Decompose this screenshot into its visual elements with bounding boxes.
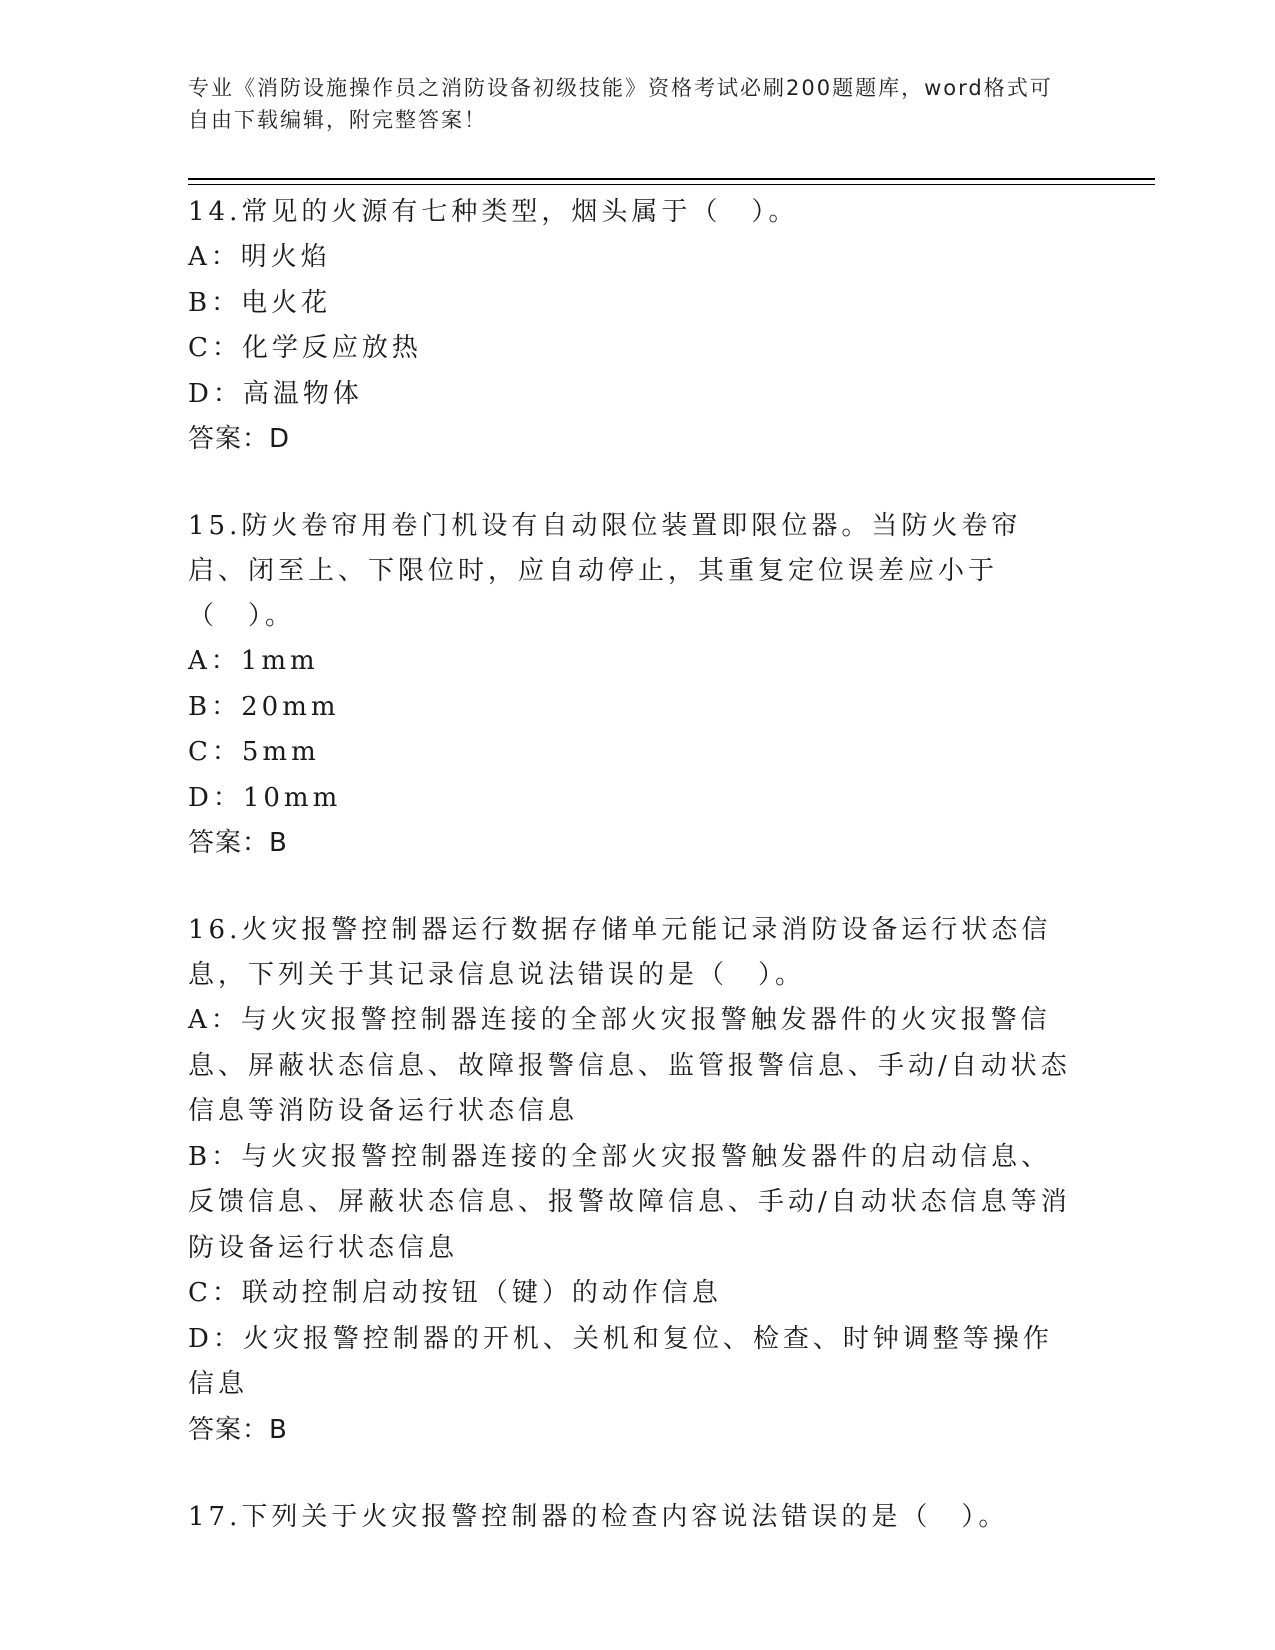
option-c: C：化学反应放热: [188, 333, 422, 363]
answer-line: 答案：D: [188, 424, 291, 454]
answer-line: 答案：B: [188, 828, 288, 858]
header-divider-thin: [188, 184, 1155, 185]
option-b: B：电火花: [188, 287, 332, 318]
document-header: 专业《消防设施操作员之消防设备初级技能》资格考试必刷200题题库，word格式可自由下载编辑，附完整答案！: [188, 76, 1053, 132]
question-list: [188, 190, 1078, 1582]
option-c: C：联动控制启动按钮（键）的动作信息: [188, 1278, 722, 1308]
option-a: A：与火灾报警控制器连接的全部火灾报警触发器件的火灾报警信息、屏蔽状态信息、故障报警信息、监管报警信息、手动/自动状态信息等消防设备运行状态信息: [188, 1005, 1071, 1126]
question-stem: 16.火灾报警控制器运行数据存储单元能记录消防设备运行状态信息，下列关于其记录信息说法错误的是（ ）。: [188, 915, 1052, 990]
option-c: C：5mm: [188, 737, 320, 767]
question-16: [188, 908, 1078, 1453]
option-d: D：10mm: [188, 782, 342, 813]
option-a: A：1mm: [188, 646, 319, 676]
question-stem: 17.下列关于火灾报警控制器的检查内容说法错误的是（ ）。: [188, 1501, 1009, 1532]
question-stem: 14.常见的火源有七种类型，烟头属于（ ）。: [188, 197, 799, 227]
question-15: [188, 504, 1078, 866]
question-14: [188, 190, 1078, 462]
answer-line: 答案：B: [188, 1414, 288, 1445]
option-b: B：与火灾报警控制器连接的全部火灾报警触发器件的启动信息、反馈信息、屏蔽状态信息、报警故障信息、手动/自动状态信息等消防设备运行状态信息: [188, 1141, 1071, 1263]
option-b: B：20mm: [188, 691, 340, 722]
question-17: [188, 1495, 1078, 1540]
option-a: A：明火焰: [188, 242, 331, 272]
option-d: D：火灾报警控制器的开机、关机和复位、检查、时钟调整等操作信息: [188, 1323, 1053, 1399]
option-d: D：高温物体: [188, 378, 363, 409]
question-stem: 15.防火卷帘用卷门机设有自动限位装置即限位器。当防火卷帘启、闭至上、下限位时，应自动停止，其重复定位误差应小于（ ）。: [188, 511, 1022, 631]
header-divider: [188, 178, 1155, 180]
